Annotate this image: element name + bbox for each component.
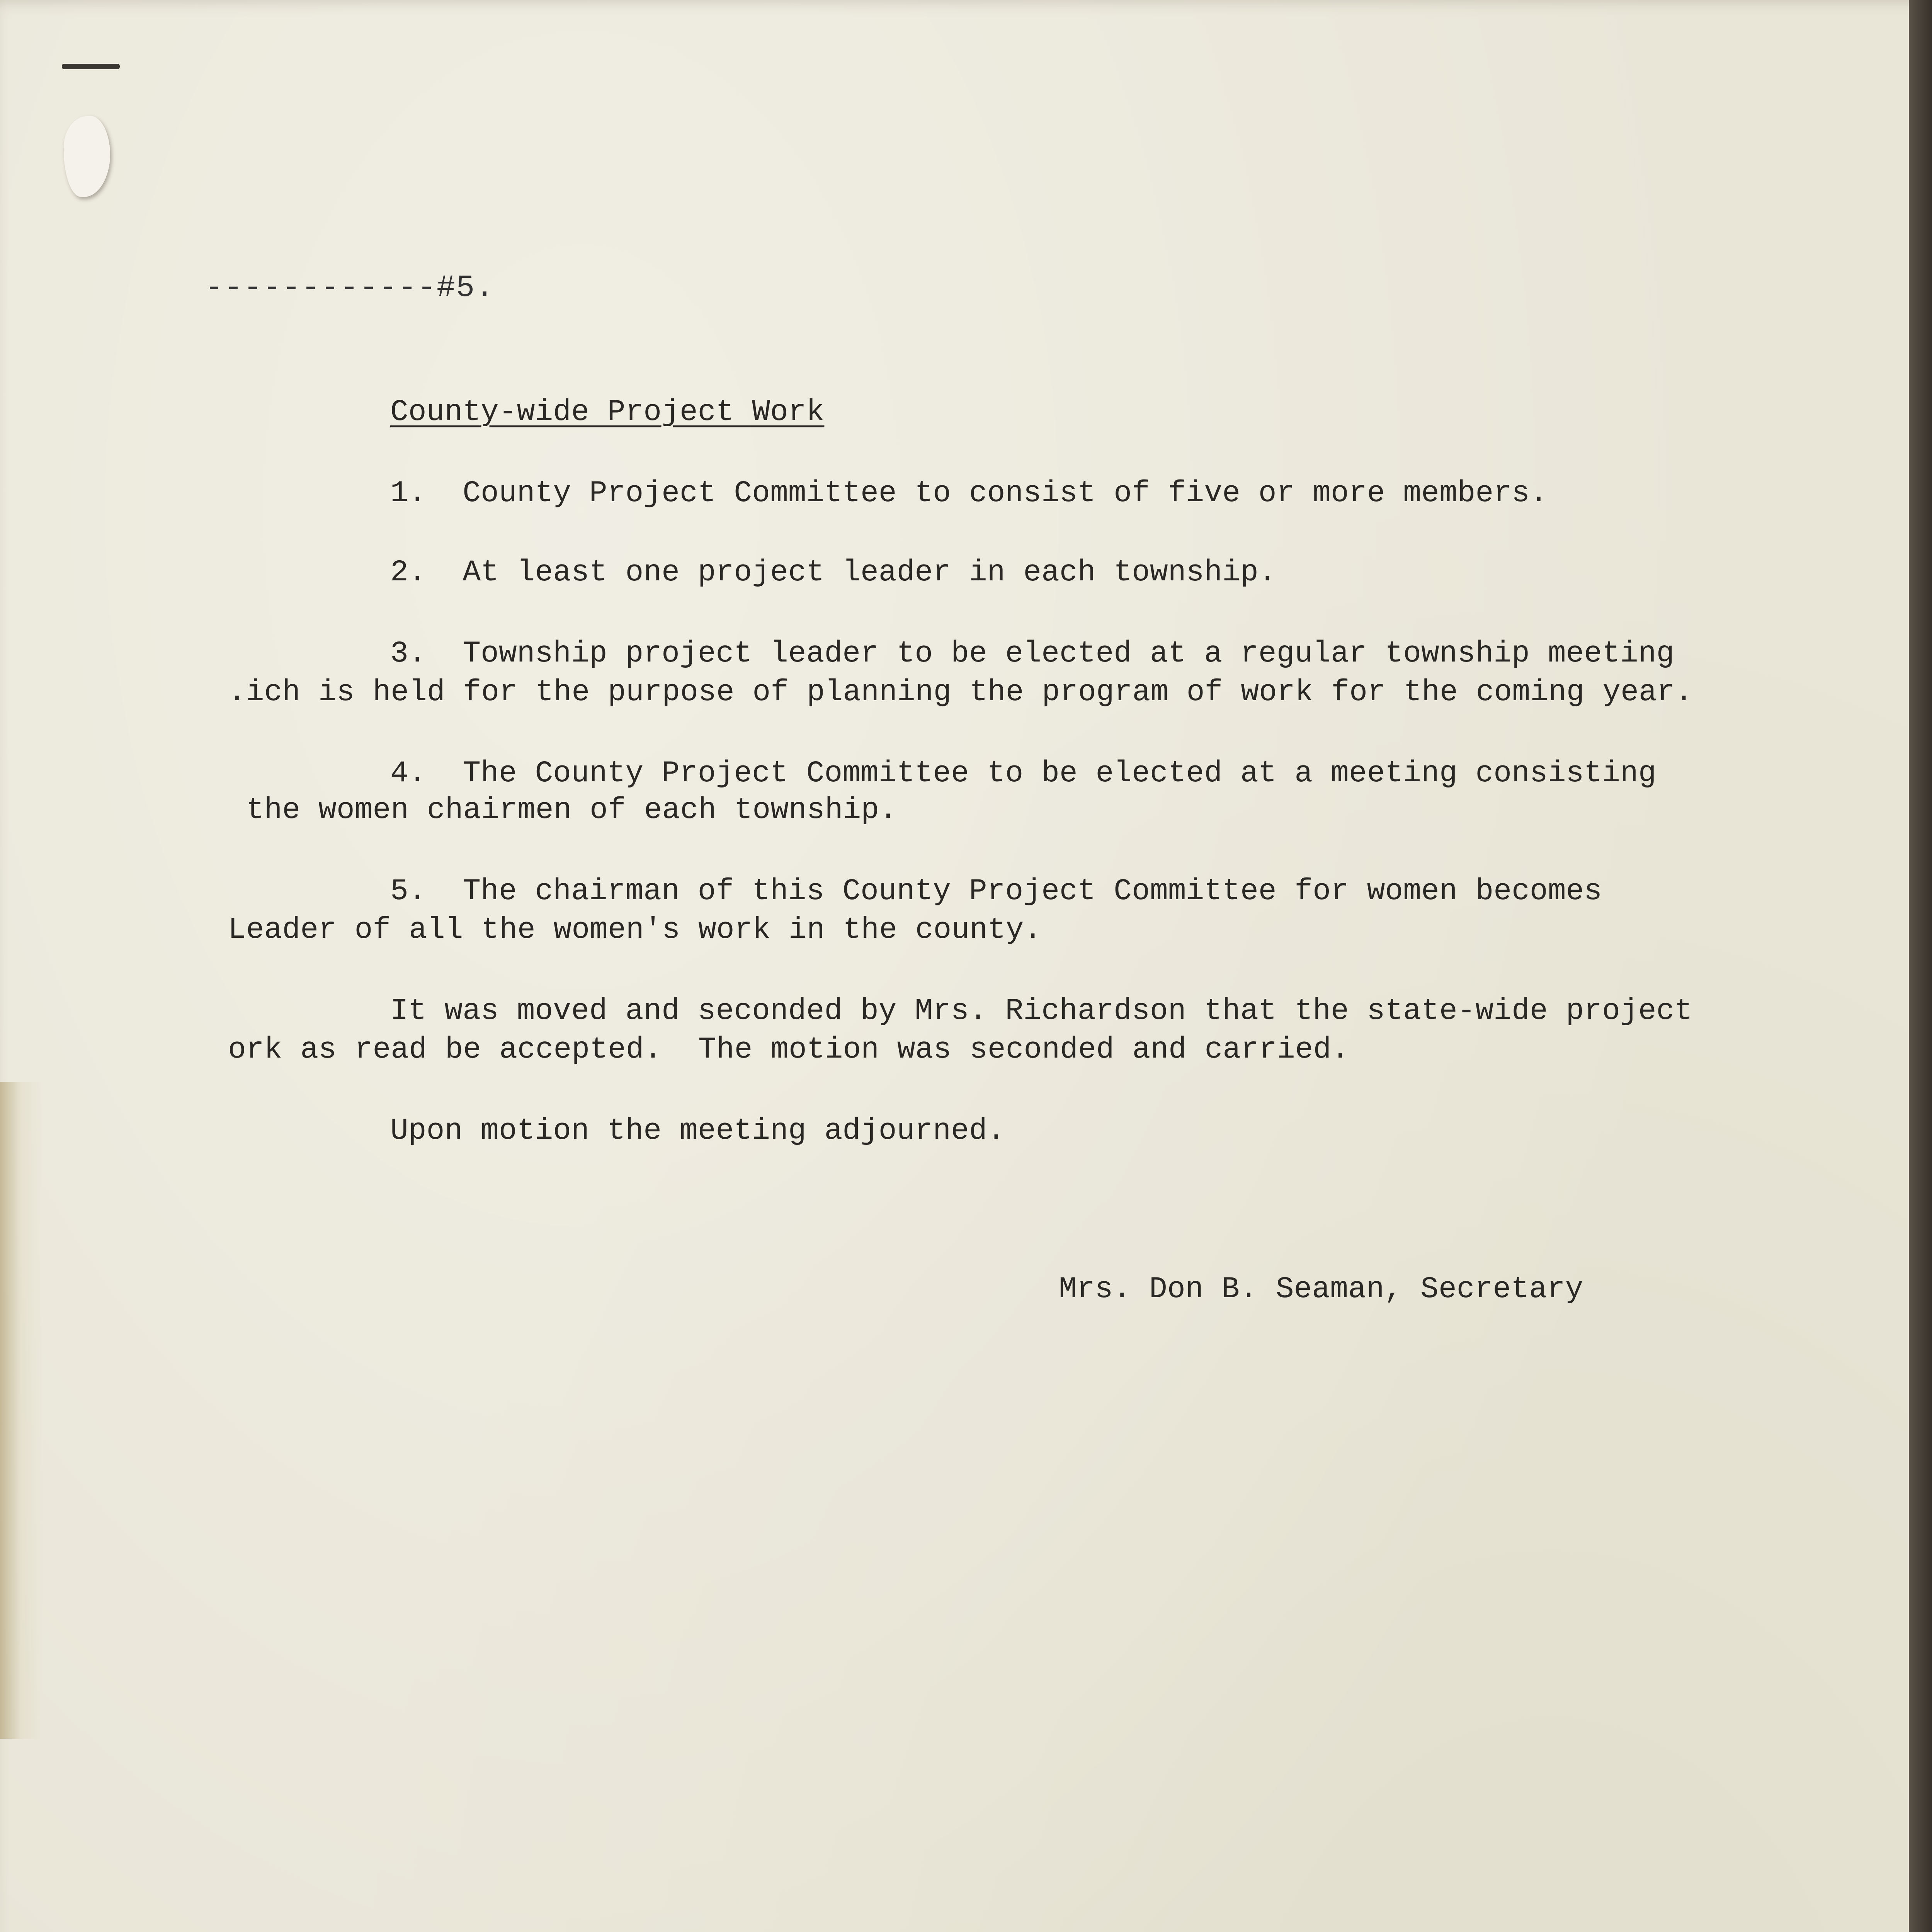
list-item-1: 1. County Project Committee to consist of five or more members. bbox=[390, 476, 1548, 510]
list-item-3-line-1: 3. Township project leader to be elected at a regular township meeting bbox=[390, 637, 1675, 671]
motion-paragraph-line-2: ork as read be accepted. The motion was seconded and carried. bbox=[228, 1033, 1350, 1067]
secretary-signature: Mrs. Don B. Seaman, Secretary bbox=[1059, 1272, 1583, 1306]
paper-tear bbox=[64, 116, 110, 197]
list-item-5-line-2: Leader of all the women's work in the county. bbox=[228, 913, 1042, 947]
list-item-3-line-2: .ich is held for the purpose of planning the program of work for the coming year. bbox=[228, 675, 1693, 709]
adjournment-paragraph: Upon motion the meeting adjourned. bbox=[390, 1114, 1005, 1148]
list-item-4-line-1: 4. The County Project Committee to be elected at a meeting consisting bbox=[390, 757, 1656, 791]
page-edge-shadow bbox=[1909, 0, 1932, 1932]
motion-paragraph-line-1: It was moved and seconded by Mrs. Richardson that the state-wide project bbox=[390, 994, 1693, 1028]
list-item-2: 2. At least one project leader in each township. bbox=[390, 556, 1277, 590]
paper-stain bbox=[0, 1082, 43, 1739]
list-item-4-line-2: the women chairmen of each township. bbox=[228, 793, 897, 827]
list-item-5-line-1: 5. The chairman of this County Project Committee for women becomes bbox=[390, 874, 1602, 908]
section-heading: County-wide Project Work bbox=[390, 395, 825, 429]
page-number-marker: ------------#5. bbox=[205, 270, 495, 306]
ink-mark bbox=[62, 64, 120, 69]
